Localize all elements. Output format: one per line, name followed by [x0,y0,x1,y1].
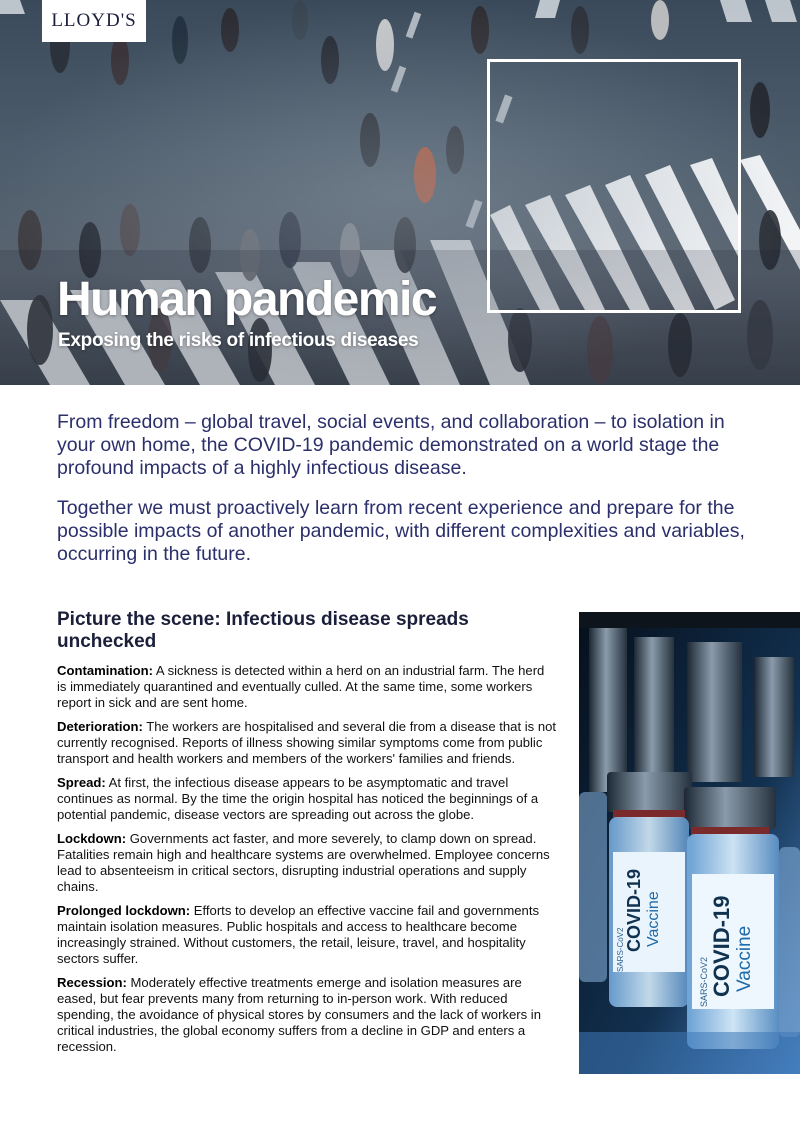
scenario-item [57,719,557,767]
vial-product-label: Vaccine [734,925,755,992]
intro-paragraph: From freedom – global travel, social events, and collaboration – to isolation in your own home, the COVID-19 pandemic demonstrated on a world stage the profound impacts of a highly infectious disease. [57,411,725,479]
scenario-item [57,775,557,823]
intro-paragraph: Together we must proactively learn from recent experience and prepare for the possible impacts of another pandemic, with different complexities and variables, occurring in the future. [57,497,745,565]
scenario-item [57,663,557,711]
scenario-text: At first, the infectious disease appears to be asymptomatic and travel continues as normal. By the time the origin hospital has noticed the beginnings of a potential pandemic, disease vectors are spreading out across the globe. [57,775,539,822]
vial-brand-label: COVID-19 [709,895,734,997]
scenario-text: Governments act faster, and more severely, to clamp down on spread. Fatalities remain high and healthcare systems are overwhelmed. Employee concerns lead to absenteeism in critical sectors, disrupting industrial operations and supply chains. [57,831,550,894]
scenario-text: Efforts to develop an effective vaccine fail and governments maintain isolation measures. Public hospitals and access to healthcare become increasingly strained. Without customers, the retail, leisure, travel, and hospitality sectors suffer. [57,903,540,966]
intro-section [57,411,747,583]
scenario-text: A sickness is detected within a herd on an industrial farm. The herd is immediately quarantined and eventually culled. At the same time, some workers report in sick and are sent home. [57,663,545,710]
vial-strain-label: SARS-CoV2 [616,927,625,972]
scenario-item [57,975,557,1055]
scenario-term: Lockdown: [57,831,127,846]
scenario-text: Moderately effective treatments emerge and isolation measures are eased, but fear prevents many from returning to in-person work. With reduced spending, the avoidance of physical stores by consumers and the lack of workers in critical industries, the global economy suffers from a decline in GDP and enters a recession. [57,975,542,1054]
vaccine-vials-photo [579,612,800,1074]
scenario-term: Contamination: [57,663,154,678]
lloyds-logo[interactable]: LLOYD'S [42,0,146,42]
scenario-section [57,609,557,1063]
scenario-item [57,831,557,895]
scenario-term: Recession: [57,975,127,990]
scenario-term: Prolonged lockdown: [57,903,191,918]
scenario-text: The workers are hospitalised and several die from a disease that is not currently recognised. Reports of illness showing similar symptoms come from public transport and health workers and members of the workers' families and friends. [57,719,557,766]
page-subtitle: Exposing the risks of infectious diseases [58,330,419,351]
page-title: Human pandemic [57,273,437,326]
section-heading: Picture the scene: Infectious disease spreads unchecked [57,609,469,652]
vial-brand-label: COVID-19 [624,868,644,952]
vial-product-label: Vaccine [645,891,662,947]
decorative-frame [487,59,741,313]
vial-strain-label: SARS-CoV2 [699,956,709,1007]
hero-banner [0,0,800,385]
scenario-term: Deterioration: [57,719,143,734]
scenario-item [57,903,557,967]
scenario-term: Spread: [57,775,106,790]
